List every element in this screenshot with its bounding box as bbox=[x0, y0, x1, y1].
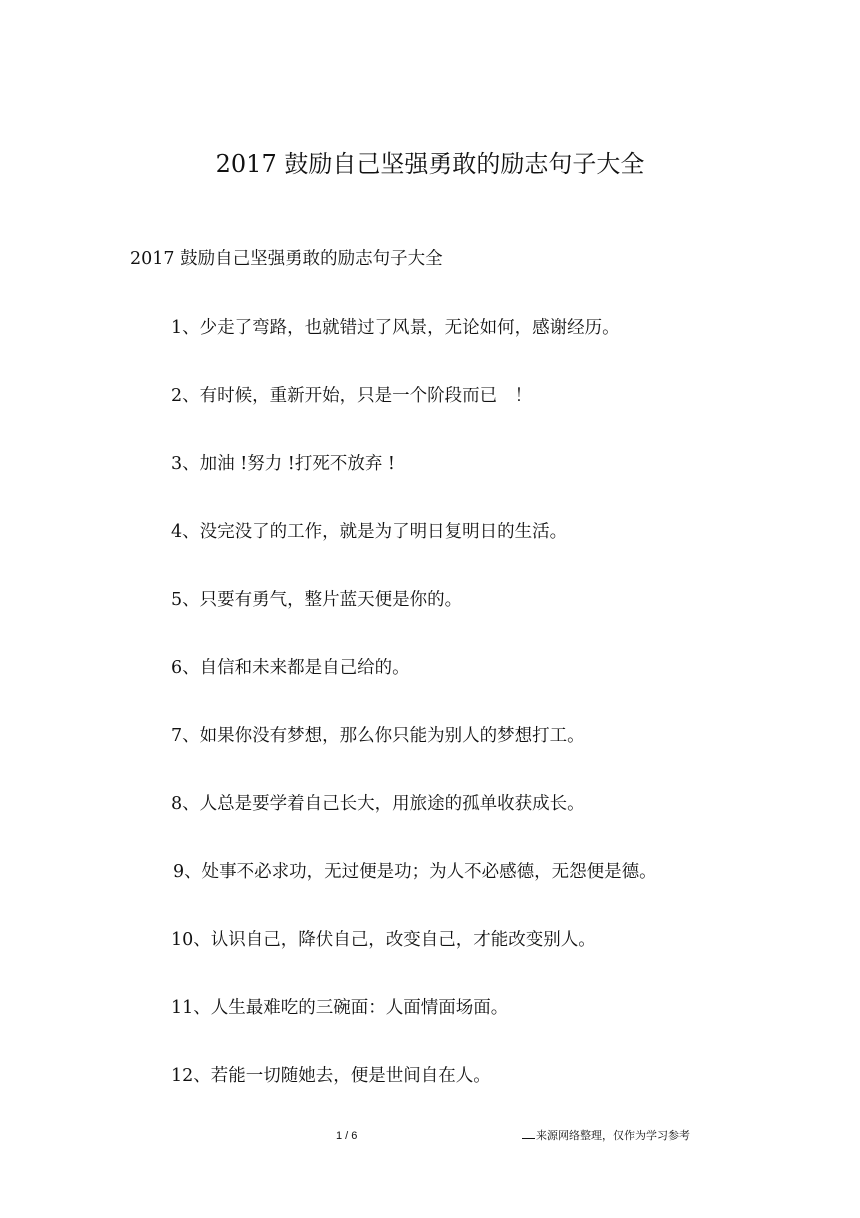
quote-item: 3、加油 !努力 !打死不放弃 ! bbox=[171, 454, 395, 474]
document-title: 2017 鼓励自己坚强勇敢的励志句子大全 bbox=[215, 150, 645, 178]
quote-item: 6、自信和未来都是自己给的。 bbox=[171, 658, 410, 678]
quote-item: 11、人生最难吃的三碗面：人面情面场面。 bbox=[171, 998, 509, 1018]
page-number: 1 / 6 bbox=[336, 1130, 358, 1142]
document-subtitle: 2017 鼓励自己坚强勇敢的励志句子大全 bbox=[130, 249, 443, 269]
quote-item: 9、处事不必求功，无过便是功；为人不必感德，无怨便是德。 bbox=[173, 862, 657, 882]
underline-mark bbox=[522, 1128, 535, 1139]
quote-item: 10、认识自己，降伏自己，改变自己，才能改变别人。 bbox=[171, 930, 596, 950]
quote-item: 12、若能一切随她去，便是世间自在人。 bbox=[171, 1066, 491, 1086]
quote-item: 1、少走了弯路，也就错过了风景，无论如何，感谢经历。 bbox=[171, 318, 620, 338]
quote-item: 5、只要有勇气，整片蓝天便是你的。 bbox=[171, 590, 463, 610]
quote-item: 7、如果你没有梦想，那么你只能为别人的梦想打工。 bbox=[171, 726, 585, 746]
quote-item: 8、人总是要学着自己长大，用旅途的孤单收获成长。 bbox=[171, 794, 585, 814]
footer-note-text: 来源网络整理，仅作为学习参考 bbox=[536, 1129, 690, 1142]
quote-item: 2、有时候，重新开始，只是一个阶段而已 ！ bbox=[171, 386, 533, 406]
quote-item: 4、没完没了的工作，就是为了明日复明日的生活。 bbox=[171, 522, 568, 542]
footer-note bbox=[522, 1128, 690, 1144]
